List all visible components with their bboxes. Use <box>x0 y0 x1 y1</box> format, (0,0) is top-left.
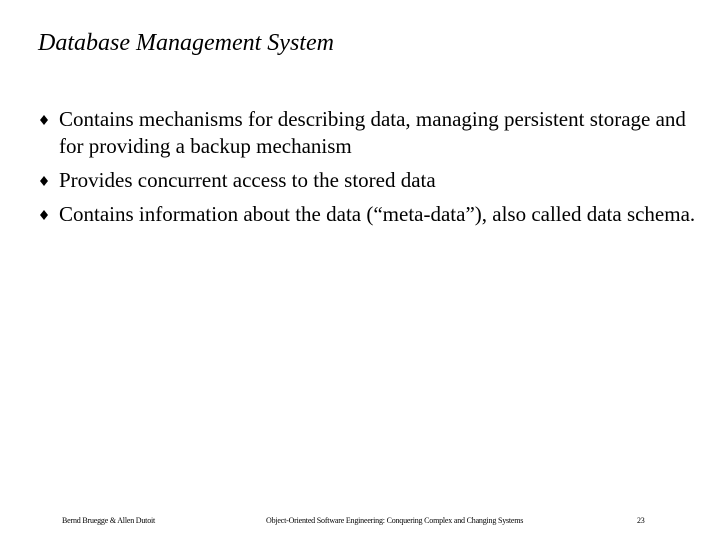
bullet-text: Provides concurrent access to the stored data <box>59 168 436 192</box>
bullet-item <box>38 106 698 160</box>
bullet-item <box>38 167 698 194</box>
bullet-text: Contains information about the data (“meta-data”), also called data schema. <box>59 202 696 226</box>
bullet-list <box>38 106 698 235</box>
bullet-text: Contains mechanisms for describing data, managing persistent storage and for providing a backup mechanism <box>59 107 686 158</box>
page-number: 23 <box>637 516 645 525</box>
slide-title: Database Management System <box>38 30 334 56</box>
footer-authors: Bernd Bruegge & Allen Dutoit <box>62 516 156 525</box>
diamond-bullet-icon <box>38 201 50 228</box>
diamond-bullet-icon <box>38 106 50 133</box>
diamond-bullet-icon <box>38 167 50 194</box>
footer-book-title: Object-Oriented Software Engineering: Conquering Complex and Changing Systems <box>266 516 524 525</box>
bullet-item <box>38 201 698 228</box>
